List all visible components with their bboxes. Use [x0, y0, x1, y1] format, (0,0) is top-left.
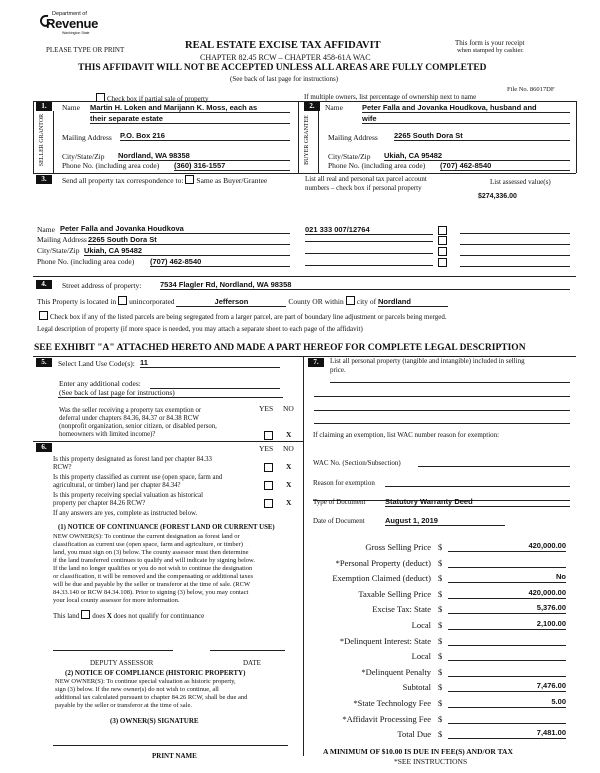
- doc-type: Statutory Warranty Deed: [385, 497, 570, 507]
- land-does-checkbox[interactable]: [81, 610, 90, 619]
- exemption-label: If claiming an exemption, list WAC number reason for exemption:: [313, 431, 500, 439]
- tax-row-label: *State Technology Fee: [353, 698, 431, 708]
- parcel-3-checkbox[interactable]: [438, 247, 447, 256]
- assessed-label: List assessed value(s): [490, 178, 551, 186]
- section-7-number: 7.: [308, 358, 324, 367]
- seller-phone: (360) 316-1557: [174, 161, 290, 171]
- owner-signature-label: (3) OWNER(S) SIGNATURE: [110, 717, 199, 725]
- sec6-if-yes: If any answers are yes, complete as instructed below.: [53, 510, 198, 517]
- seller-side-label: SELLER GRANTOR: [39, 113, 45, 167]
- see-instructions: *SEE INSTRUCTIONS: [394, 757, 468, 766]
- corr-mail-label: Mailing Address: [37, 235, 87, 244]
- tax-row-label: Taxable Selling Price: [358, 589, 431, 599]
- buyer-side-label: BUYER GRANTEE: [304, 115, 310, 165]
- tax-row-label: Excise Tax: State: [372, 604, 431, 614]
- tax-row-currency: $: [438, 573, 443, 583]
- personal-property-label-2: price.: [330, 366, 346, 374]
- tax-row-currency: $: [438, 667, 443, 677]
- seller-phone-label: Phone No. (including area code): [62, 161, 160, 170]
- tax-row-value: 5,376.00: [448, 603, 566, 614]
- print-name-label: PRINT NAME: [152, 752, 197, 760]
- parcel-4-checkbox[interactable]: [438, 258, 447, 267]
- sec6-q2-yes-checkbox[interactable]: [264, 481, 273, 490]
- corr-mail: 2265 South Dora St: [88, 235, 290, 245]
- tax-row-currency: $: [438, 651, 443, 661]
- buyer-phone-label: Phone No. (including area code): [328, 161, 426, 170]
- seller-name-line2: their separate estate: [90, 114, 290, 124]
- corr-phone: (707) 462-8540: [150, 257, 290, 267]
- receipt-line1: This form is your receipt: [455, 39, 525, 47]
- correspondence-label: Send all property tax correspondence to: Same as Buyer/Grantee: [62, 176, 268, 185]
- tax-row-label: Exemption Claimed (deduct): [332, 573, 431, 583]
- parcels-label-1: List all real and personal tax parcel account: [305, 175, 427, 183]
- tax-row-value: [448, 650, 566, 661]
- notice-2-title: (2) NOTICE OF COMPLIANCE (HISTORIC PROPERTY): [65, 669, 246, 677]
- sec6-q2-no-mark[interactable]: X: [286, 480, 292, 489]
- legal-description-label: Legal description of property (if more space is needed, you may attach a separate sheet to each page of the affidavit): [37, 325, 363, 333]
- form-chapter: CHAPTER 82.45 RCW – CHAPTER 458-61A WAC: [200, 53, 371, 62]
- sec5-yes-header: YES: [259, 404, 274, 413]
- buyer-city: Ukiah, CA 95482: [384, 151, 570, 161]
- corr-phone-label: Phone No. (including area code): [37, 257, 135, 266]
- tax-row-currency: $: [438, 714, 443, 724]
- seller-mail-label: Mailing Address: [62, 133, 112, 142]
- buyer-name-label: Name: [325, 103, 343, 112]
- reason-label: Reason for exemption: [313, 479, 375, 487]
- segregated-checkbox[interactable]: [39, 311, 48, 320]
- tax-row-label: Gross Selling Price: [365, 542, 431, 552]
- buyer-phone: (707) 462-8540: [440, 161, 570, 171]
- tax-row-currency: $: [438, 729, 443, 739]
- tax-row-value: 2,100.00: [448, 619, 566, 630]
- tax-row-label: Local: [411, 651, 431, 661]
- tax-row-label: Local: [411, 620, 431, 630]
- tax-row-value: 420,000.00: [448, 541, 566, 552]
- section-5-number: 5.: [36, 358, 52, 367]
- minimum-fee-note: A MINIMUM OF $10.00 IS DUE IN FEE(S) AND/OR TAX: [323, 747, 513, 756]
- tax-row-value: 7,476.00: [448, 681, 566, 692]
- sec6-q1-yes-checkbox[interactable]: [264, 463, 273, 472]
- tax-row-value: [448, 557, 566, 568]
- tax-row-value: 5.00: [448, 697, 566, 708]
- located-line: This Property is located in unincorporated Jefferson County OR within city of Nordland: [37, 296, 448, 307]
- land-use-code: 11: [140, 358, 280, 368]
- tax-row-currency: $: [438, 589, 443, 599]
- land-use-see-back: (See back of last page for instructions): [59, 388, 175, 397]
- corr-name-label: Name: [37, 225, 55, 234]
- file-number: File No. 86017DF: [507, 86, 555, 93]
- doc-type-label: Type of Document: [313, 498, 366, 506]
- land-qualify-line: This land does X does not qualify for continuance: [53, 612, 205, 620]
- land-does-not-mark[interactable]: X: [106, 612, 112, 620]
- tax-row-value: No: [448, 572, 566, 583]
- section-6-number: 6.: [36, 443, 52, 452]
- tax-row-label: *Delinquent Interest: State: [339, 636, 431, 646]
- section-4-number: 4.: [36, 280, 52, 289]
- same-as-buyer-checkbox[interactable]: [185, 175, 194, 184]
- sec5-no-header: NO: [283, 404, 294, 413]
- deputy-assessor-label: DEPUTY ASSESSOR: [90, 659, 154, 667]
- seller-mail: P.O. Box 216: [120, 131, 290, 141]
- tax-row-label: *Delinquent Penalty: [361, 667, 431, 677]
- parcel-1-checkbox[interactable]: [438, 226, 447, 235]
- city-name: Nordland: [378, 297, 448, 307]
- seller-name-label: Name: [62, 103, 80, 112]
- partial-sale: Check box if partial sale of property: [94, 93, 208, 103]
- wac-label: WAC No. (Section/Subsection): [313, 459, 401, 467]
- parcel-2-checkbox[interactable]: [438, 236, 447, 245]
- personal-property-label-1: List all personal property (tangible and intangible) included in selling: [330, 357, 525, 365]
- notice-1-title: (1) NOTICE OF CONTINUANCE (FOREST LAND OR CURRENT USE): [58, 524, 275, 531]
- multiple-owners-note: If multiple owners, list percentage of ownership next to name: [304, 93, 477, 101]
- buyer-mail-label: Mailing Address: [328, 133, 378, 142]
- tax-row-currency: $: [438, 558, 443, 568]
- city-checkbox[interactable]: [346, 296, 355, 305]
- doc-date: August 1, 2019: [385, 516, 505, 526]
- seller-name-line1: Martin H. Loken and Marijann K. Moss, each as: [90, 103, 290, 113]
- form-warning: THIS AFFIDAVIT WILL NOT BE ACCEPTED UNLESS ALL AREAS ARE FULLY COMPLETED: [78, 63, 487, 73]
- tax-row-currency: $: [438, 698, 443, 708]
- sec6-q1-no-mark[interactable]: X: [286, 462, 292, 471]
- segregated-line: Check box if any of the listed parcels are being segregated from a larger parcel, are part of boundary line adjustment or parcels being merged.: [37, 311, 447, 321]
- parcels-label-2: numbers – check box if personal property: [305, 184, 422, 192]
- sec5-q1-yes-checkbox[interactable]: [264, 431, 273, 440]
- please-type: PLEASE TYPE OR PRINT: [46, 46, 125, 54]
- tax-row-currency: $: [438, 636, 443, 646]
- tax-row-value: [448, 635, 566, 646]
- unincorporated-checkbox[interactable]: [118, 296, 127, 305]
- street-address: 7534 Flagler Rd, Nordland, WA 98358: [160, 280, 570, 290]
- tax-row-value: [448, 713, 566, 724]
- section-2-number: 2.: [304, 102, 320, 111]
- logo-name: Revenue: [46, 16, 99, 31]
- seller-city-label: City/State/Zip: [62, 152, 105, 161]
- section-3-number: 3.: [36, 175, 52, 184]
- buyer-city-label: City/State/Zip: [328, 152, 371, 161]
- additional-codes-label: Enter any additional codes:: [59, 379, 141, 388]
- sec6-q3-yes-checkbox[interactable]: [264, 499, 273, 508]
- tax-row-label: Subtotal: [402, 682, 431, 692]
- logo-dept: Department of: [52, 11, 87, 17]
- exhibit-a-note: SEE EXHIBIT "A" ATTACHED HERETO AND MADE A PART HEREOF FOR COMPLETE LEGAL DESCRIPTION: [34, 343, 526, 353]
- buyer-name-line1: Peter Falla and Jovanka Houdkova, husband and: [362, 103, 570, 113]
- buyer-mail: 2265 South Dora St: [394, 131, 570, 141]
- tax-row-label: *Personal Property (deduct): [335, 558, 431, 568]
- corr-city-label: City/State/Zip: [37, 246, 80, 255]
- see-back: (See back of last page for instructions): [230, 75, 339, 83]
- section-1-number: 1.: [36, 102, 52, 111]
- tax-row-value: [448, 666, 566, 677]
- tax-row-currency: $: [438, 620, 443, 630]
- tax-row-label: *Affidavit Processing Fee: [342, 714, 431, 724]
- receipt-line2: when stamped by cashier.: [457, 47, 524, 54]
- land-use-label: Select Land Use Code(s):: [58, 359, 135, 368]
- tax-row-value: 420,000.00: [448, 588, 566, 599]
- sec6-q3-no-mark[interactable]: X: [286, 498, 292, 507]
- sec6-yes-header: YES: [259, 444, 274, 453]
- form-title: REAL ESTATE EXCISE TAX AFFIDAVIT: [185, 40, 381, 51]
- tax-row-label: Total Due: [397, 729, 431, 739]
- parcel-number: 021 333 007/12764: [305, 225, 433, 235]
- tax-row-currency: $: [438, 542, 443, 552]
- corr-name: Peter Falla and Jovanka Houdkova: [60, 224, 290, 234]
- corr-city: Ukiah, CA 95482: [84, 246, 290, 256]
- assessed-value: $274,336.00: [478, 193, 517, 200]
- seller-city: Nordland, WA 98358: [118, 151, 290, 161]
- buyer-name-line2: wife: [362, 114, 570, 124]
- tax-row-currency: $: [438, 682, 443, 692]
- logo-state: Washington State: [62, 31, 90, 35]
- county-name: Jefferson: [176, 297, 286, 307]
- doc-date-label: Date of Document: [313, 517, 365, 525]
- street-label: Street address of property:: [62, 281, 142, 290]
- tax-row-currency: $: [438, 604, 443, 614]
- assessor-date-label: DATE: [243, 659, 261, 667]
- sec6-no-header: NO: [283, 444, 294, 453]
- tax-row-value: 7,481.00: [448, 728, 566, 739]
- sec5-q1-no-mark[interactable]: X: [286, 430, 292, 439]
